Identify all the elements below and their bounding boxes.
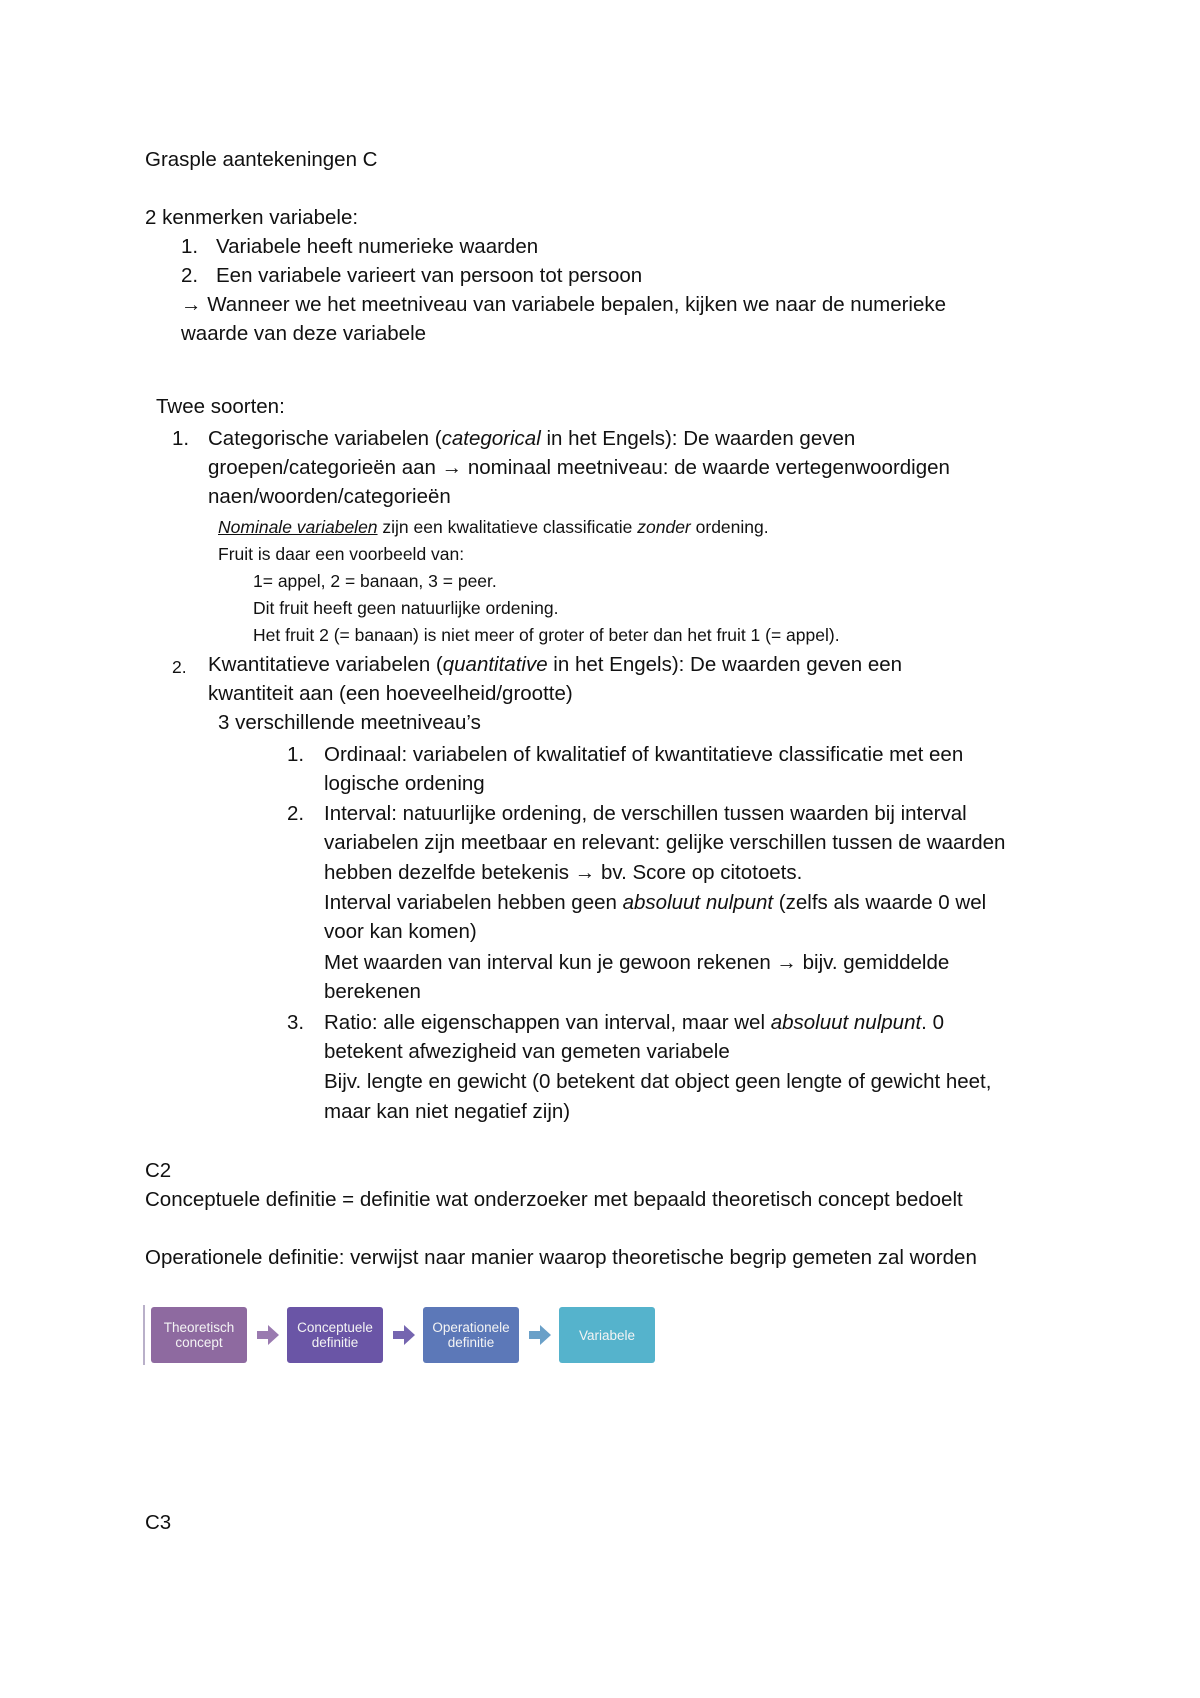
intro-note-line [181, 292, 946, 318]
section-heading-c2: C2 [145, 1159, 172, 1182]
list-number: 1. [287, 743, 305, 766]
operationele-definitie: Operationele definitie: verwijst naar manier waarop theoretische begrip gemeten zal worden [145, 1246, 977, 1269]
page-title: Grasple aantekeningen C [145, 148, 378, 171]
intro-note-text: Wanneer we het meetniveau van variabele bepalen, kijken we naar de numerieke [207, 293, 947, 316]
flow-box-operationele-definitie: Operationele definitie [423, 1307, 519, 1363]
ratio-line: maar kan niet negatief zijn) [324, 1100, 571, 1123]
list-item: Variabele heeft numerieke waarden [216, 235, 539, 258]
conceptuele-definitie: Conceptuele definitie = definitie wat onderzoeker met bepaald theoretisch concept bedoelt [145, 1188, 963, 1211]
nominaal-line: Nominale variabelen zijn een kwalitatieve classificatie zonder ordening. [218, 517, 769, 537]
list-number: 3. [287, 1011, 305, 1034]
flow-arrow-icon [529, 1325, 551, 1345]
interval-line: hebben dezelfde betekenis → bv. Score op citotoets. [324, 861, 803, 884]
flow-box-conceptuele-definitie: Conceptuele definitie [287, 1307, 383, 1363]
flow-box-variabele: Variabele [559, 1307, 655, 1363]
list-number: 1. [172, 427, 190, 450]
interval-line: Interval variabelen hebben geen absoluut nulpunt (zelfs als waarde 0 wel [324, 891, 987, 914]
nominale-link[interactable]: Nominale variabelen [218, 517, 378, 537]
categorisch-line: Categorische variabelen (categorical in het Engels): De waarden geven [208, 427, 856, 450]
fruit-line: Fruit is daar een voorbeeld van: [218, 544, 465, 564]
flow-box-theoretisch-concept: Theoretisch concept [151, 1307, 247, 1363]
soorten-heading: Twee soorten: [156, 395, 285, 418]
fruit-line: 1= appel, 2 = banaan, 3 = peer. [253, 571, 497, 591]
ratio-line: Bijv. lengte en gewicht (0 betekent dat object geen lengte of gewicht heet, [324, 1070, 992, 1093]
categorisch-line: naen/woorden/categorieën [208, 485, 451, 508]
diagram-border [143, 1305, 145, 1365]
ratio-line: betekent afwezigheid van gemeten variabele [324, 1040, 730, 1063]
right-arrow-icon: → [181, 293, 202, 316]
interval-line: voor kan komen) [324, 920, 477, 943]
list-item: Een variabele varieert van persoon tot persoon [216, 264, 643, 287]
right-arrow-icon: → [776, 951, 797, 974]
list-number: 2. [181, 264, 199, 287]
kwantitatief-line: Kwantitatieve variabelen (quantitative in het Engels): De waarden geven een [208, 653, 903, 676]
intro-note-line: waarde van deze variabele [181, 322, 427, 345]
interval-line: variabelen zijn meetbaar en relevant: gelijke verschillen tussen de waarden [324, 831, 1006, 854]
list-number: 2. [287, 802, 305, 825]
fruit-line: Het fruit 2 (= banaan) is niet meer of groter of beter dan het fruit 1 (= appel). [253, 625, 840, 645]
section-heading-c3: C3 [145, 1511, 172, 1534]
flow-arrow-icon [393, 1325, 415, 1345]
ratio-line: Ratio: alle eigenschappen van interval, maar wel absoluut nulpunt. 0 [324, 1011, 944, 1034]
process-diagram [143, 1305, 663, 1365]
flow-arrow-icon [257, 1325, 279, 1345]
list-number: 2. [172, 657, 187, 677]
right-arrow-icon: → [441, 456, 463, 479]
interval-line: Met waarden van interval kun je gewoon rekenen → bijv. gemiddelde [324, 951, 950, 974]
interval-line: Interval: natuurlijke ordening, de verschillen tussen waarden bij interval [324, 802, 967, 825]
right-arrow-icon: → [574, 861, 596, 884]
fruit-line: Dit fruit heeft geen natuurlijke ordening. [253, 598, 559, 618]
kwantitatief-line: kwantiteit aan (een hoeveelheid/grootte) [208, 682, 573, 705]
kenmerken-heading: 2 kenmerken variabele: [145, 206, 359, 229]
ordinaal-line: Ordinaal: variabelen of kwalitatief of kwantitatieve classificatie met een [324, 743, 964, 766]
interval-line: berekenen [324, 980, 421, 1003]
categorisch-line: groepen/categorieën aan → nominaal meetniveau: de waarde vertegenwoordigen [208, 456, 950, 479]
ordinaal-line: logische ordening [324, 772, 485, 795]
meetniveau-heading: 3 verschillende meetniveau’s [218, 711, 481, 734]
list-number: 1. [181, 235, 199, 258]
